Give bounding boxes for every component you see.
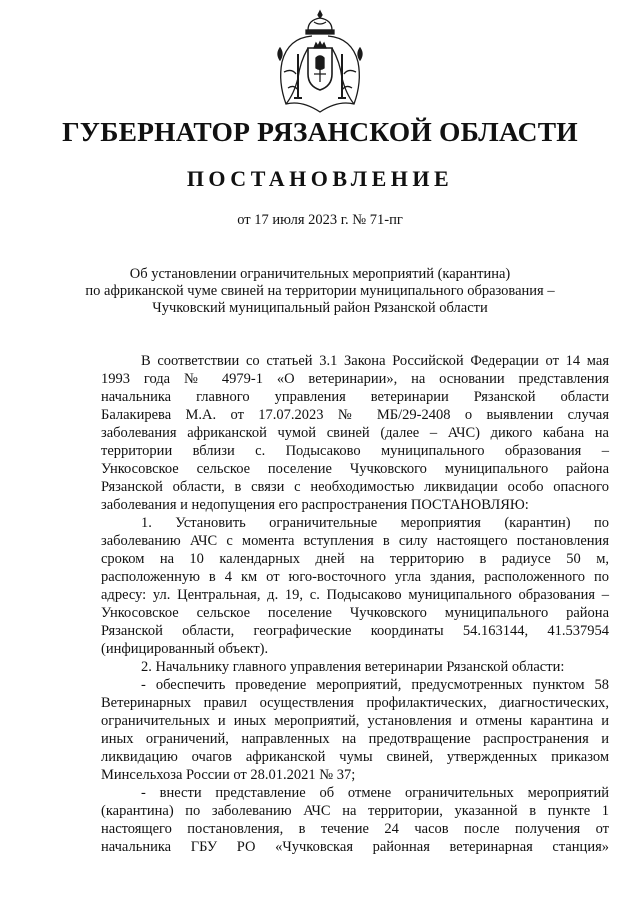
organization-title: ГУБЕРНАТОР РЯЗАНСКОЙ ОБЛАСТИ	[62, 116, 578, 147]
text-line: сроком на 10 календарных дней на территорию в радиусе 50 м,	[101, 551, 609, 567]
text-line: Балакирева М.А. от 17.07.2023 № МБ/29-2408 о выявлении случая	[101, 407, 609, 423]
text-line: Ункосовское сельское поселение Чучковского муниципального района	[101, 605, 609, 621]
document-subject	[60, 266, 580, 317]
text-line: ограничительных и иных мероприятий, установления и отмены карантина и	[101, 713, 609, 729]
text-line: (инфицированный объект).	[101, 641, 269, 657]
document-date-number: от 17 июля 2023 г. № 71-пг	[237, 212, 403, 228]
text-line: заболевания африканской чумой свиней (далее – АЧС) дикого кабана на	[101, 425, 609, 441]
text-line: 1. Установить ограничительные мероприятия (карантин) по	[141, 515, 609, 531]
text-line: заболеванию АЧС с момента вступления в силу настоящего постановления	[101, 533, 609, 549]
text-line: - обеспечить проведение мероприятий, предусмотренных пунктом 58	[141, 677, 609, 693]
text-line: Ункосовское сельское поселение Чучковского муниципального района	[101, 461, 609, 477]
subject-line: Чучковский муниципальный район Рязанской области	[152, 300, 488, 316]
coat-of-arms-icon	[272, 8, 368, 116]
text-line: начальника главного управления ветеринарии Рязанской области	[101, 389, 609, 405]
text-line: начальника ГБУ РО «Чучковская районная ветеринарная станция»	[101, 839, 609, 855]
text-line: В соответствии со статьей 3.1 Закона Российской Федерации от 14 мая	[141, 353, 609, 369]
text-line: Минсельхоза России от 28.01.2021 № 37;	[101, 767, 356, 783]
subject-line: по африканской чуме свиней на территории муниципального образования –	[85, 283, 555, 299]
text-line: Рязанской области, в связи с необходимостью ликвидации особо опасного	[101, 479, 609, 495]
text-line: Рязанской области, географические координаты 54.163144, 41.537954	[101, 623, 609, 639]
text-line: 1993 года № 4979-1 «О ветеринарии», на основании представления	[101, 371, 609, 387]
text-line: адресу: ул. Центральная, д. 19, с. Подысаково муниципального образования –	[101, 587, 609, 603]
text-line: - внести представление об отмене ограничительных мероприятий	[141, 785, 609, 801]
text-line: Ветеринарных правил осуществления профилактических, диагностических,	[101, 695, 609, 711]
text-line: расположенную в 4 км от юго-восточного угла здания, расположенного по	[101, 569, 609, 585]
text-line: 2. Начальнику главного управления ветеринарии Рязанской области:	[141, 659, 565, 675]
document-type: ПОСТАНОВЛЕНИЕ	[186, 166, 454, 191]
subject-line: Об установлении ограничительных мероприятий (карантина)	[129, 266, 511, 282]
text-line: заболевания и недопущения его распространения ПОСТАНОВЛЯЮ:	[101, 497, 529, 513]
text-line: ликвидацию очагов африканской чумы свиней, утвержденных приказом	[101, 749, 609, 765]
text-line: настоящего постановления, в течение 24 часов после получения от	[101, 821, 609, 837]
text-line: иных ограничений, направленных на предотвращение распространения и	[101, 731, 609, 747]
text-line: (карантина) по заболеванию АЧС на территории, указанной в пункте 1	[101, 803, 609, 819]
text-line: территории вблизи с. Подысаково муниципального образования –	[101, 443, 609, 459]
document-body	[101, 352, 609, 856]
